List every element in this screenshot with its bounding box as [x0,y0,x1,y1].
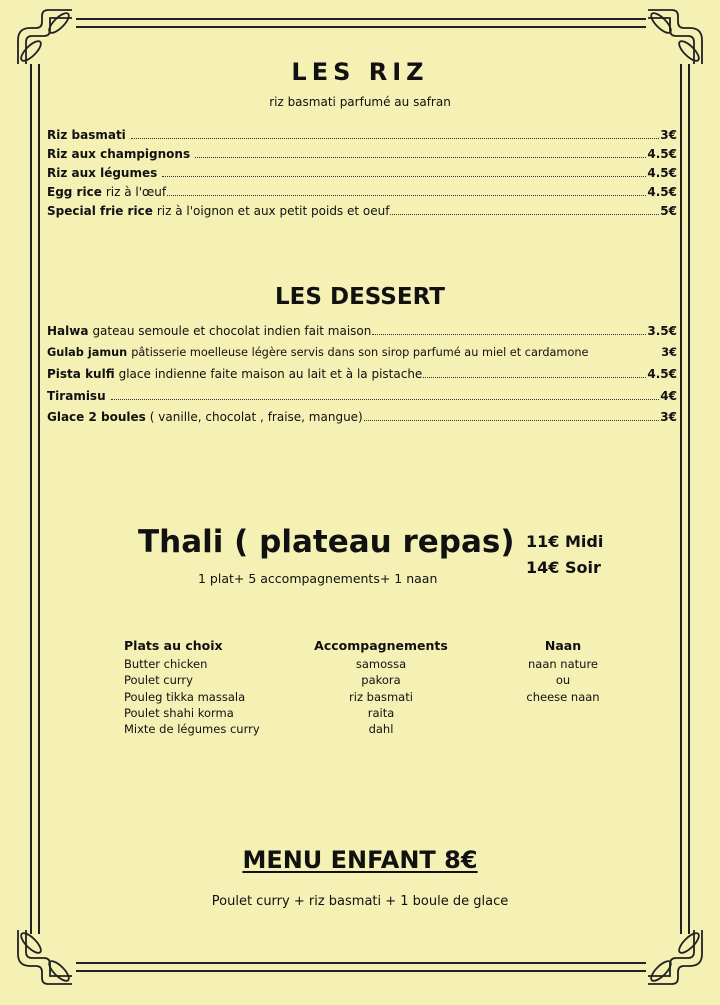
corner-ornament-icon [14,926,76,988]
frame-right-outer-line [688,64,690,934]
item-price: 4.5€ [647,185,677,199]
list-item [47,185,677,204]
dotted-leader [195,148,646,158]
frame-left-inner-line [38,64,40,934]
item-description: riz à l'œuf [105,185,167,199]
column-header: Plats au choix [124,638,223,653]
item-name: Tiramisu [47,388,106,403]
dotted-leader [423,368,646,378]
item-price: 5€ [660,204,677,218]
riz-section-title: LES RIZ [291,58,429,86]
menu-enfant-title [0,846,720,874]
item-name: Halwa [47,324,89,338]
frame-top-inner-line [76,26,646,28]
item-price: 3€ [661,345,677,359]
item-name: Riz aux champignons [47,147,191,161]
menu-enfant-title-text: MENU ENFANT 8€ [242,846,478,874]
naan-column [513,638,613,705]
list-item: raita [367,705,395,720]
list-item [47,367,677,389]
frame-right-inner-line [680,64,682,934]
column-header: Accompagnements [314,638,448,653]
list-item: Pouleg tikka massala [124,689,246,704]
riz-list [47,128,677,223]
list-item: Poulet curry [124,673,193,688]
list-item: ou [555,673,571,688]
item-price: 4.5€ [647,147,677,161]
frame-top-outer-line [76,18,646,20]
riz-section-subtitle: riz basmati parfumé au safran [269,95,451,109]
dotted-leader [167,186,646,196]
dotted-leader [589,347,660,356]
list-item [47,389,677,411]
dessert-list [47,324,677,432]
list-item: riz basmati [349,689,413,704]
dotted-leader [111,390,660,400]
dotted-leader [364,411,660,421]
frame-left-outer-line [30,64,32,934]
column-header: Naan [544,638,582,653]
item-description: gateau semoule et chocolat indien fait maison [92,324,372,338]
thali-price-midi: 11€ Midi [526,532,604,551]
list-item: Butter chicken [124,657,208,671]
item-description: glace indienne faite maison au lait et à la pistache [118,367,423,381]
list-item: pakora [361,673,401,688]
item-name: Pista kulfi [47,367,115,381]
list-item [47,128,677,147]
list-item: Mixte de légumes curry [124,722,260,737]
dotted-leader [131,129,660,139]
list-item [47,410,677,432]
item-name: Special frie rice [47,204,153,218]
item-price: 4.5€ [647,367,677,381]
dessert-section-title: LES DESSERT [275,284,445,310]
list-item [47,204,677,223]
dotted-leader [372,325,646,335]
list-item [47,166,677,185]
list-item: naan nature [527,657,598,671]
item-description: ( vanille, chocolat , fraise, mangue) [149,410,363,424]
list-item [47,346,677,368]
list-item [47,324,677,346]
item-name: Glace 2 boules [47,410,146,424]
list-item [47,147,677,166]
accompagnements-column [296,638,466,737]
list-item: Poulet shahi korma [124,705,234,720]
dotted-leader [162,167,646,177]
plats-column [124,638,260,737]
item-price: 4€ [660,388,677,403]
list-item: samossa [355,657,407,671]
thali-title: Thali ( plateau repas) [138,524,515,560]
item-name: Riz aux légumes [47,166,158,180]
item-description: pâtisserie moelleuse légère servis dans son sirop parfumé au miel et cardamone [131,345,589,359]
thali-price-soir: 14€ Soir [526,558,601,577]
list-item: cheese naan [526,689,600,704]
item-name: Gulab jamun [47,345,128,359]
list-item: dahl [368,722,394,737]
item-price: 3€ [660,128,677,142]
frame-bottom-inner-line [76,962,646,964]
item-name: Egg rice [47,185,102,199]
menu-enfant-subtitle: Poulet curry + riz basmati + 1 boule de glace [211,894,509,909]
item-description: riz à l'oignon et aux petit poids et oeuf [156,204,390,218]
item-price: 3€ [660,410,677,424]
item-price: 4.5€ [647,166,677,180]
frame-bottom-outer-line [76,970,646,972]
thali-subtitle: 1 plat+ 5 accompagnements+ 1 naan [198,571,438,586]
item-name: Riz basmati [47,128,126,142]
item-price: 3.5€ [647,324,677,338]
corner-ornament-icon [644,926,706,988]
dotted-leader [390,205,659,215]
